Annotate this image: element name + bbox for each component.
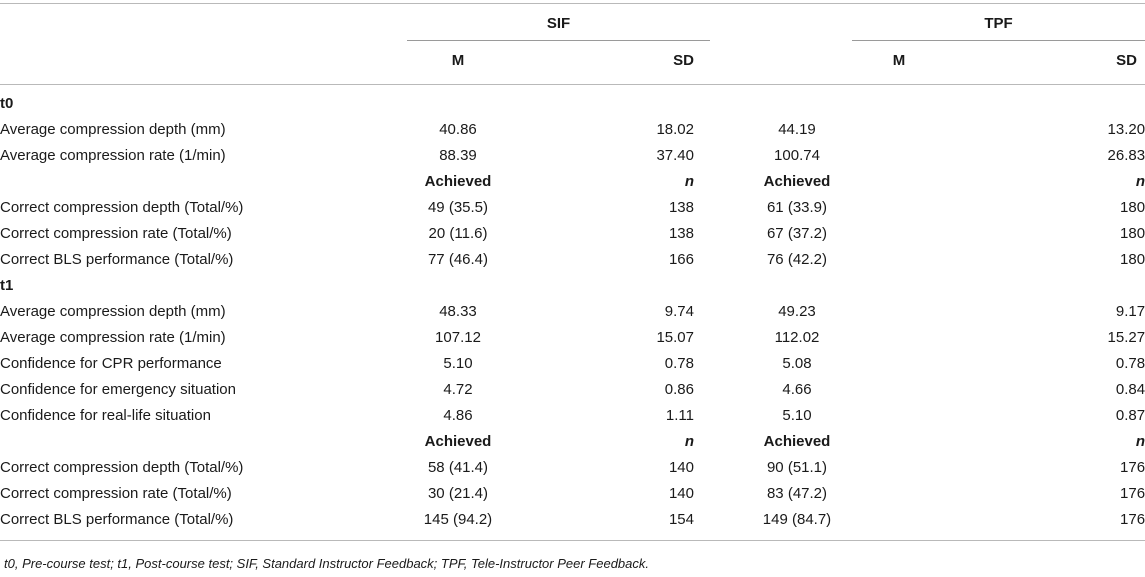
cell-tpf-sd: 13.20 [1107,121,1145,138]
cell-sif-sd: 140 [668,485,694,502]
n-label: n [1135,173,1145,190]
cell-sif-sd [516,169,694,195]
cell-tpf-sd [900,429,1145,455]
cell-sif-sd: 15.07 [656,329,694,346]
cell-sif-m: 5.10 [443,355,473,372]
n-label: n [1135,433,1145,450]
subheader-row [0,429,1145,455]
row-label: Confidence for real-life situation [0,407,211,424]
table-row [0,247,1145,273]
cell-sif-sd: 138 [668,199,694,216]
section-row [0,91,1145,117]
group-header-tpf: TPF [984,15,1013,32]
cell-tpf-m: 49.23 [778,303,816,320]
cell-tpf-sd: 180 [1120,251,1145,268]
cell-sif-sd: 9.74 [664,303,694,320]
cell-sif-sd: 166 [668,251,694,268]
cell-sif-sd: 138 [668,225,694,242]
cell-sif-sd: 37.40 [656,147,694,164]
cell-sif-m: Achieved [424,433,492,450]
cell-sif-sd: 0.78 [664,355,694,372]
cell-tpf-sd: 0.78 [1115,355,1145,372]
table-body [0,91,1145,533]
row-label: Correct BLS performance (Total/%) [0,251,234,268]
row-label: Correct compression depth (Total/%) [0,199,244,216]
subheader-row [0,169,1145,195]
cell-tpf-m: 149 (84.7) [762,511,832,528]
group-underline-tpf [852,40,1145,41]
table-row [0,143,1145,169]
cell-tpf-m: 112.02 [774,329,820,346]
n-label: n [684,173,694,190]
group-underline-sif [407,40,710,41]
group-header-sif: SIF [546,15,571,32]
col-header-tpf-m: M [892,52,906,69]
cell-sif-m: 4.86 [443,407,473,424]
row-label [0,429,400,455]
table-bottom-rule [0,540,1145,541]
cell-sif-m: 40.86 [439,121,477,138]
cell-tpf-m: Achieved [763,433,831,450]
row-label: Correct BLS performance (Total/%) [0,511,234,528]
row-label: Average compression depth (mm) [0,303,226,320]
cell-sif-sd: 1.11 [665,407,694,424]
section-label: t0 [0,95,14,112]
section-label: t1 [0,277,14,294]
table-row [0,117,1145,143]
cell-sif-m: 48.33 [439,303,477,320]
table-row [0,221,1145,247]
row-label: Average compression rate (1/min) [0,329,226,346]
cell-tpf-m: 5.10 [782,407,812,424]
cell-sif-m: Achieved [424,173,492,190]
cell-tpf-sd: 176 [1120,459,1145,476]
cell-tpf-m: 44.19 [778,121,816,138]
cell-sif-m: 4.72 [443,381,473,398]
header-bottom-rule [0,84,1145,85]
row-label: Confidence for CPR performance [0,355,222,372]
table-row [0,403,1145,429]
cell-sif-m: 88.39 [439,147,477,164]
section-row [0,273,1145,299]
row-label: Correct compression rate (Total/%) [0,485,232,502]
cell-tpf-m: 67 (37.2) [766,225,828,242]
cell-tpf-sd: 176 [1120,485,1145,502]
col-header-sif-m: M [451,52,465,69]
row-label [0,169,400,195]
cell-tpf-m: 100.74 [774,147,820,164]
cell-tpf-m: 4.66 [782,381,812,398]
table-row [0,455,1145,481]
cell-tpf-m: 90 (51.1) [766,459,828,476]
cell-sif-m: 58 (41.4) [427,459,489,476]
cell-tpf-sd: 0.87 [1115,407,1145,424]
cell-sif-m: 49 (35.5) [427,199,489,216]
table-top-rule [0,3,1145,4]
cell-tpf-sd: 180 [1120,199,1145,216]
col-header-tpf-sd: SD [1116,52,1137,69]
cell-tpf-m: 76 (42.2) [766,251,828,268]
cell-tpf-m: Achieved [763,173,831,190]
table-row [0,195,1145,221]
n-label: n [684,433,694,450]
cell-tpf-m: 5.08 [782,355,812,372]
cell-sif-sd [516,429,694,455]
col-header-sif-sd: SD [673,52,694,69]
cell-tpf-sd: 15.27 [1107,329,1145,346]
row-label: Correct compression depth (Total/%) [0,459,244,476]
table-row [0,377,1145,403]
row-label: Average compression rate (1/min) [0,147,226,164]
table-row [0,325,1145,351]
cell-sif-m: 107.12 [435,329,481,346]
table-footnote: t0, Pre-course test; t1, Post-course test; SIF, Standard Instructor Feedback; TPF, Tele-Instructor Peer Feedback. [4,556,649,571]
row-label: Confidence for emergency situation [0,381,236,398]
cell-sif-m: 20 (11.6) [428,225,488,242]
row-label: Correct compression rate (Total/%) [0,225,232,242]
cell-sif-m: 30 (21.4) [427,485,489,502]
data-table [0,91,1145,533]
cell-tpf-sd: 176 [1120,511,1145,528]
cell-tpf-sd: 180 [1120,225,1145,242]
cell-sif-sd: 154 [668,511,694,528]
table-row [0,299,1145,325]
cell-tpf-m: 61 (33.9) [766,199,828,216]
cell-tpf-sd: 26.83 [1107,147,1145,164]
cell-tpf-sd: 9.17 [1115,303,1145,320]
cell-tpf-sd: 0.84 [1115,381,1145,398]
cell-sif-sd: 18.02 [656,121,694,138]
table-row [0,507,1145,533]
table-row [0,351,1145,377]
cell-sif-m: 77 (46.4) [427,251,489,268]
cell-tpf-sd [900,169,1145,195]
cell-sif-sd: 0.86 [664,381,694,398]
cell-sif-m: 145 (94.2) [423,511,493,528]
cell-sif-sd: 140 [668,459,694,476]
cell-tpf-m: 83 (47.2) [766,485,828,502]
row-label: Average compression depth (mm) [0,121,226,138]
table-row [0,481,1145,507]
